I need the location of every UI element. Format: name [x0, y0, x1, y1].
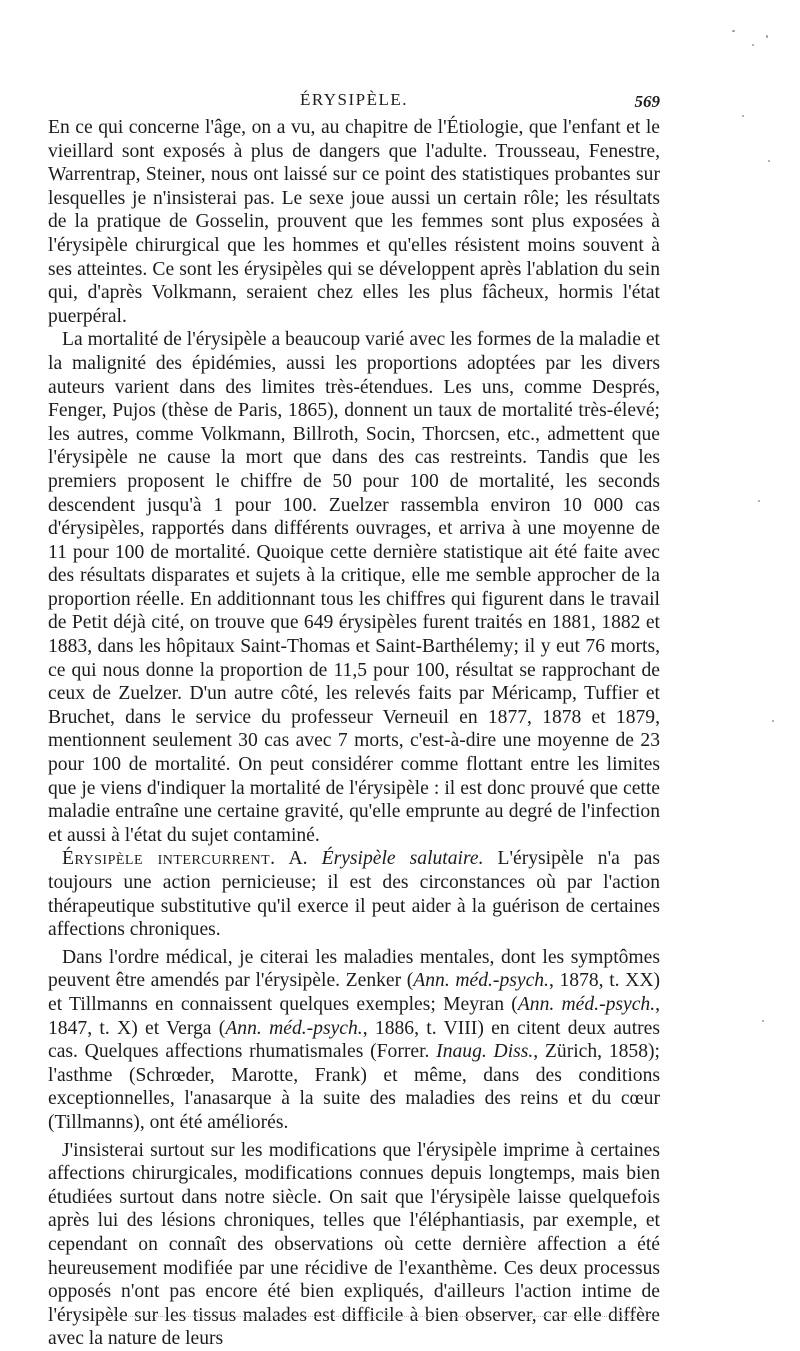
paragraph-mortality: La mortalité de l'érysipèle a beaucoup varié avec les formes de la maladie et la malignité des épidémies, aussi les proportions adoptées par les divers auteurs varient dans des limites très-étendues. Les uns, comme Després, Fenger, Pujos (thèse de Paris, 1865), donnent un taux de mortalité très-élevé; les autres, comme Volkmann, Billroth, Socin, Thorcsen, etc., admettent que l'érysipèle ne cause la mort que dans des cas restreints. Tandis que les premiers proposent le chiffre de 50 pour 100 de mortalité, les seconds descendent jusqu'à 1 pour 100. Zuelzer rassembla environ 10 000 cas d'érysipèles, rapportés dans différents ouvrages, et arriva à une moyenne de 11 pour 100 de mortalité. Quoique cette dernière statistique ait été faite avec des résultats disparates et sujets à la critique, elle me semble approcher de la proportion réelle. En additionnant tous les chiffres qui figurent dans le travail de Petit déjà cité, on trouve que 649 érysipèles furent traités en 1881, 1882 et 1883, dans les hôpitaux Saint-Thomas et Saint-Barthélemy; il y eut 76 morts, ce qui nous donne la proportion de 11,5 pour 100, résultat se rapprochant de ceux de Zuelzer. D'un autre côté, les relevés faits par Méricamp, Tuffier et Bruchet, dans le service du professeur Verneuil en 1877, 1878 et 1879, mentionnent seulement 30 cas avec 7 morts, c'est-à-dire une moyenne de 23 pour 100 de mortalité. On peut considérer comme flottant entre les limites que je viens d'indiquer la mortalité de l'érysipèle : il est donc prouvé que cette maladie entraîne une certaine gravité, qu'elle emprunte au degré de l'infection et aussi à l'état du sujet contaminé.	[48, 329, 660, 846]
text-run: , 1878, t. XX) et Tillmanns en connaissent quelques exemples; Meyran (	[48, 970, 660, 1015]
citation: Ann. méd.-psych.	[517, 993, 656, 1015]
subsection-label: A.	[288, 848, 308, 870]
page-footer-noise	[95, 1316, 655, 1318]
paragraph-surgical: J'insisterai surtout sur les modifications que l'érysipèle imprime à certaines affections chirurgicales, modifications connues depuis longtemps, mais bien étudiées surtout dans notre siècle. On sait que l'érysipèle laisse quelquefois après lui des lésions chroniques, telles que l'éléphantiasis, par exemple, et cependant on connaît des observations où cette dernière affection a été heureusement modifiée par une récidive de l'exanthème. Ces deux processus opposés n'ont pas encore été bien expliqués, d'ailleurs l'action intime de l'érysipèle sur les tissus malades est difficile à bien observer, car elle diffère avec la nature de leurs	[48, 1139, 660, 1350]
subsection-heading: Érysipèle salutaire.	[321, 848, 484, 870]
page-number: 569	[634, 92, 660, 111]
paragraph-medical	[48, 946, 660, 1135]
subsection-text: L'érysipèle n'a pas toujours une action pernicieuse; il est des circonstances où par l'action thérapeutique substitutive qu'il exerce il peut aider à la guérison de certaines affections chroniques.	[48, 848, 660, 941]
paragraph-intercurrent	[48, 847, 660, 941]
citation: Inaug. Diss.	[436, 1041, 534, 1063]
text-run: , Zürich, 1858); l'asthme (Schrœder, Marotte, Frank) et même, dans des conditions exceptionnelles, l'anasarque à la suite des maladies des reins et du cœur (Tillmanns), ont été améliorés.	[48, 1041, 660, 1133]
citation: Ann. méd.-psych.	[413, 970, 549, 992]
section-heading: Érysipèle intercurrent.	[62, 848, 276, 870]
scan-noise	[722, 20, 782, 1220]
page-header	[48, 86, 660, 116]
citation: Ann. méd.-psych.	[225, 1017, 363, 1039]
paragraph-age-sex: En ce qui concerne l'âge, on a vu, au chapitre de l'Étiologie, que l'enfant et le vieillard sont exposés à plus de dangers que l'adulte. Trousseau, Fenestre, Warrentrap, Steiner, nous ont laissé sur ce point des statistiques probantes sur lesquelles je n'insisterai pas. Le sexe joue aussi un certain rôle; les résultats de la pratique de Gosselin, prouvent que les femmes sont plus exposées à l'érysipèle chirurgical que les hommes et qu'elles résistent moins souvent à ses atteintes. Ce sont les érysipèles qui se développent après l'ablation du sein qui, d'après Volkmann, seraient chez elles les plus fâcheux, hormis l'état puerpéral.	[48, 117, 660, 327]
text-run: Dans l'ordre médical, je citerai les maladies mentales, dont les symptômes peuvent être amendés par l'érysipèle. Zenker (	[48, 946, 660, 992]
running-title: ÉRYSIPÈLE.	[299, 90, 409, 109]
body-text	[48, 116, 660, 1351]
text-run: , 1847, t. X) et Verga (	[48, 993, 661, 1039]
text-run: , 1886, t. VIII) en citent deux autres cas. Quelques affections rhumatismales (Forrer.	[48, 1017, 660, 1063]
